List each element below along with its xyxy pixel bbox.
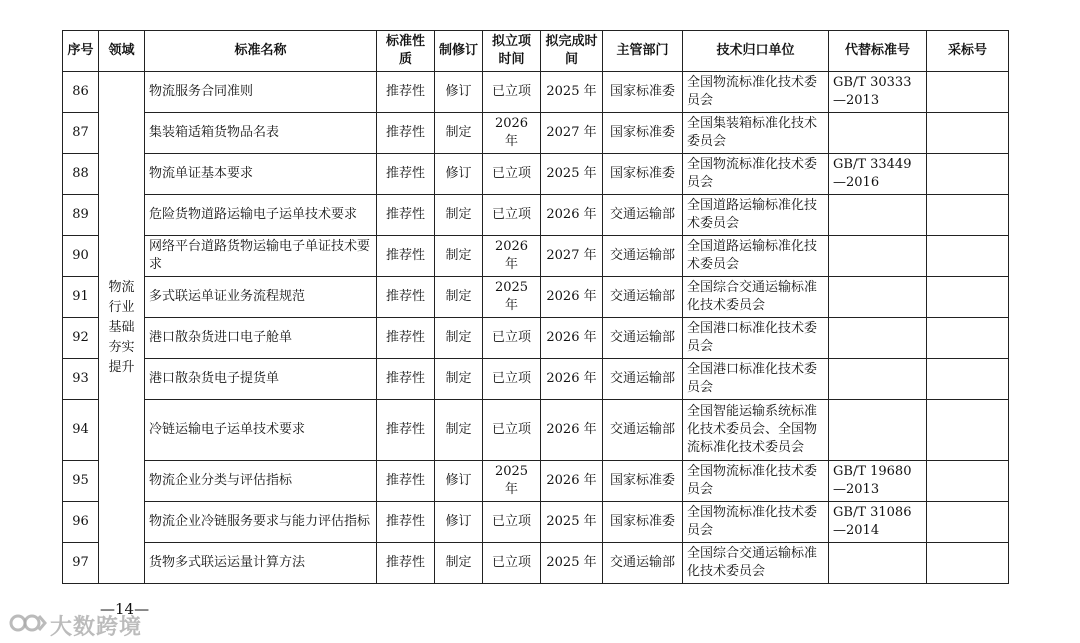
watermark-text: 大数跨境 [50, 615, 143, 640]
cell-revise: 修订 [435, 502, 483, 543]
cell-unit: 全国综合交通运输标准化技术委员会 [683, 543, 829, 584]
cell-nature: 推荐性 [377, 543, 435, 584]
cell-approve: 已立项 [483, 154, 541, 195]
cell-replace [829, 236, 927, 277]
logo-icon [8, 611, 48, 641]
standards-table [62, 30, 1009, 584]
cell-dept: 交通运输部 [603, 543, 683, 584]
cell-approve: 已立项 [483, 400, 541, 461]
cell-unit: 全国道路运输标准化技术委员会 [683, 195, 829, 236]
cell-adopt [927, 543, 1009, 584]
cell-no: 86 [63, 72, 99, 113]
cell-unit: 全国物流标准化技术委员会 [683, 154, 829, 195]
cell-unit: 全国综合交通运输标准化技术委员会 [683, 277, 829, 318]
cell-no: 87 [63, 113, 99, 154]
header-dept: 主管部门 [603, 31, 683, 72]
cell-revise: 制定 [435, 195, 483, 236]
cell-approve: 已立项 [483, 195, 541, 236]
cell-dept: 交通运输部 [603, 195, 683, 236]
cell-nature: 推荐性 [377, 72, 435, 113]
table-row [63, 154, 1009, 195]
cell-approve: 2026 年 [483, 236, 541, 277]
cell-name: 集装箱适箱货物品名表 [145, 113, 377, 154]
cell-approve: 已立项 [483, 318, 541, 359]
cell-dept: 交通运输部 [603, 318, 683, 359]
cell-nature: 推荐性 [377, 277, 435, 318]
cell-adopt [927, 154, 1009, 195]
cell-nature: 推荐性 [377, 502, 435, 543]
cell-replace [829, 543, 927, 584]
cell-no: 97 [63, 543, 99, 584]
cell-approve: 2025 年 [483, 461, 541, 502]
table-row [63, 113, 1009, 154]
cell-complete: 2025 年 [541, 543, 603, 584]
header-replace: 代替标准号 [829, 31, 927, 72]
cell-name: 物流服务合同准则 [145, 72, 377, 113]
header-no: 序号 [63, 31, 99, 72]
cell-unit: 全国智能运输系统标准化技术委员会、全国物流标准化技术委员会 [683, 400, 829, 461]
cell-replace [829, 400, 927, 461]
cell-nature: 推荐性 [377, 400, 435, 461]
cell-no: 92 [63, 318, 99, 359]
header-domain: 领域 [99, 31, 145, 72]
cell-name: 多式联运单证业务流程规范 [145, 277, 377, 318]
cell-dept: 国家标准委 [603, 154, 683, 195]
cell-unit: 全国物流标准化技术委员会 [683, 502, 829, 543]
cell-replace: GB/T 31086—2014 [829, 502, 927, 543]
cell-replace: GB/T 33449—2016 [829, 154, 927, 195]
cell-no: 96 [63, 502, 99, 543]
cell-unit: 全国道路运输标准化技术委员会 [683, 236, 829, 277]
cell-adopt [927, 318, 1009, 359]
cell-revise: 制定 [435, 543, 483, 584]
cell-adopt [927, 461, 1009, 502]
cell-complete: 2026 年 [541, 318, 603, 359]
header-adopt: 采标号 [927, 31, 1009, 72]
cell-dept: 交通运输部 [603, 359, 683, 400]
cell-replace [829, 195, 927, 236]
cell-approve: 已立项 [483, 72, 541, 113]
table-row [63, 277, 1009, 318]
table-row [63, 461, 1009, 502]
cell-revise: 修订 [435, 72, 483, 113]
cell-replace [829, 277, 927, 318]
cell-dept: 交通运输部 [603, 277, 683, 318]
cell-no: 89 [63, 195, 99, 236]
cell-approve: 已立项 [483, 359, 541, 400]
header-unit: 技术归口单位 [683, 31, 829, 72]
cell-revise: 制定 [435, 277, 483, 318]
cell-dept: 国家标准委 [603, 461, 683, 502]
table-header-row [63, 31, 1009, 72]
cell-replace [829, 113, 927, 154]
cell-replace [829, 359, 927, 400]
header-revise: 制修订 [435, 31, 483, 72]
table-row [63, 236, 1009, 277]
cell-revise: 制定 [435, 236, 483, 277]
cell-nature: 推荐性 [377, 154, 435, 195]
cell-adopt [927, 195, 1009, 236]
cell-replace [829, 318, 927, 359]
cell-adopt [927, 359, 1009, 400]
table-row [63, 195, 1009, 236]
header-approve-time: 拟立项时间 [483, 31, 541, 72]
cell-name: 港口散杂货电子提货单 [145, 359, 377, 400]
table-row [63, 72, 1009, 113]
cell-no: 93 [63, 359, 99, 400]
header-nature: 标准性质 [377, 31, 435, 72]
cell-unit: 全国物流标准化技术委员会 [683, 461, 829, 502]
cell-adopt [927, 72, 1009, 113]
cell-complete: 2025 年 [541, 72, 603, 113]
cell-dept: 国家标准委 [603, 113, 683, 154]
header-complete-time: 拟完成时间 [541, 31, 603, 72]
cell-complete: 2027 年 [541, 113, 603, 154]
cell-no: 90 [63, 236, 99, 277]
cell-dept: 国家标准委 [603, 502, 683, 543]
cell-name: 物流单证基本要求 [145, 154, 377, 195]
cell-no: 88 [63, 154, 99, 195]
cell-complete: 2026 年 [541, 277, 603, 318]
cell-no: 94 [63, 400, 99, 461]
cell-revise: 修订 [435, 461, 483, 502]
cell-no: 91 [63, 277, 99, 318]
cell-dept: 国家标准委 [603, 72, 683, 113]
cell-unit: 全国集装箱标准化技术委员会 [683, 113, 829, 154]
cell-dept: 交通运输部 [603, 400, 683, 461]
cell-approve: 已立项 [483, 543, 541, 584]
cell-revise: 制定 [435, 359, 483, 400]
cell-unit: 全国港口标准化技术委员会 [683, 318, 829, 359]
cell-name: 网络平台道路货物运输电子单证技术要求 [145, 236, 377, 277]
cell-complete: 2025 年 [541, 154, 603, 195]
page-number: —14— [100, 600, 150, 618]
cell-adopt [927, 236, 1009, 277]
cell-complete: 2026 年 [541, 359, 603, 400]
cell-name: 港口散杂货进口电子舱单 [145, 318, 377, 359]
table-row [63, 318, 1009, 359]
cell-approve: 2026 年 [483, 113, 541, 154]
header-name: 标准名称 [145, 31, 377, 72]
cell-nature: 推荐性 [377, 318, 435, 359]
cell-name: 货物多式联运运量计算方法 [145, 543, 377, 584]
cell-replace: GB/T 19680—2013 [829, 461, 927, 502]
cell-revise: 制定 [435, 318, 483, 359]
cell-revise: 修订 [435, 154, 483, 195]
cell-adopt [927, 400, 1009, 461]
cell-complete: 2027 年 [541, 236, 603, 277]
cell-adopt [927, 502, 1009, 543]
cell-name: 物流企业冷链服务要求与能力评估指标 [145, 502, 377, 543]
cell-name: 物流企业分类与评估指标 [145, 461, 377, 502]
cell-complete: 2025 年 [541, 502, 603, 543]
table-row [63, 359, 1009, 400]
cell-complete: 2026 年 [541, 461, 603, 502]
table-row [63, 543, 1009, 584]
cell-complete: 2026 年 [541, 400, 603, 461]
cell-complete: 2026 年 [541, 195, 603, 236]
cell-nature: 推荐性 [377, 236, 435, 277]
cell-unit: 全国港口标准化技术委员会 [683, 359, 829, 400]
cell-nature: 推荐性 [377, 113, 435, 154]
cell-revise: 制定 [435, 400, 483, 461]
cell-no: 95 [63, 461, 99, 502]
cell-adopt [927, 277, 1009, 318]
cell-name: 冷链运输电子运单技术要求 [145, 400, 377, 461]
table-row [63, 502, 1009, 543]
watermark [6, 610, 142, 641]
cell-name: 危险货物道路运输电子运单技术要求 [145, 195, 377, 236]
cell-unit: 全国物流标准化技术委员会 [683, 72, 829, 113]
table-row [63, 400, 1009, 461]
cell-replace: GB/T 30333—2013 [829, 72, 927, 113]
cell-domain: 物流行业基础夯实提升 [99, 72, 145, 584]
cell-dept: 交通运输部 [603, 236, 683, 277]
cell-nature: 推荐性 [377, 359, 435, 400]
cell-revise: 制定 [435, 113, 483, 154]
cell-nature: 推荐性 [377, 195, 435, 236]
cell-nature: 推荐性 [377, 461, 435, 502]
cell-approve: 已立项 [483, 502, 541, 543]
cell-adopt [927, 113, 1009, 154]
cell-approve: 2025 年 [483, 277, 541, 318]
